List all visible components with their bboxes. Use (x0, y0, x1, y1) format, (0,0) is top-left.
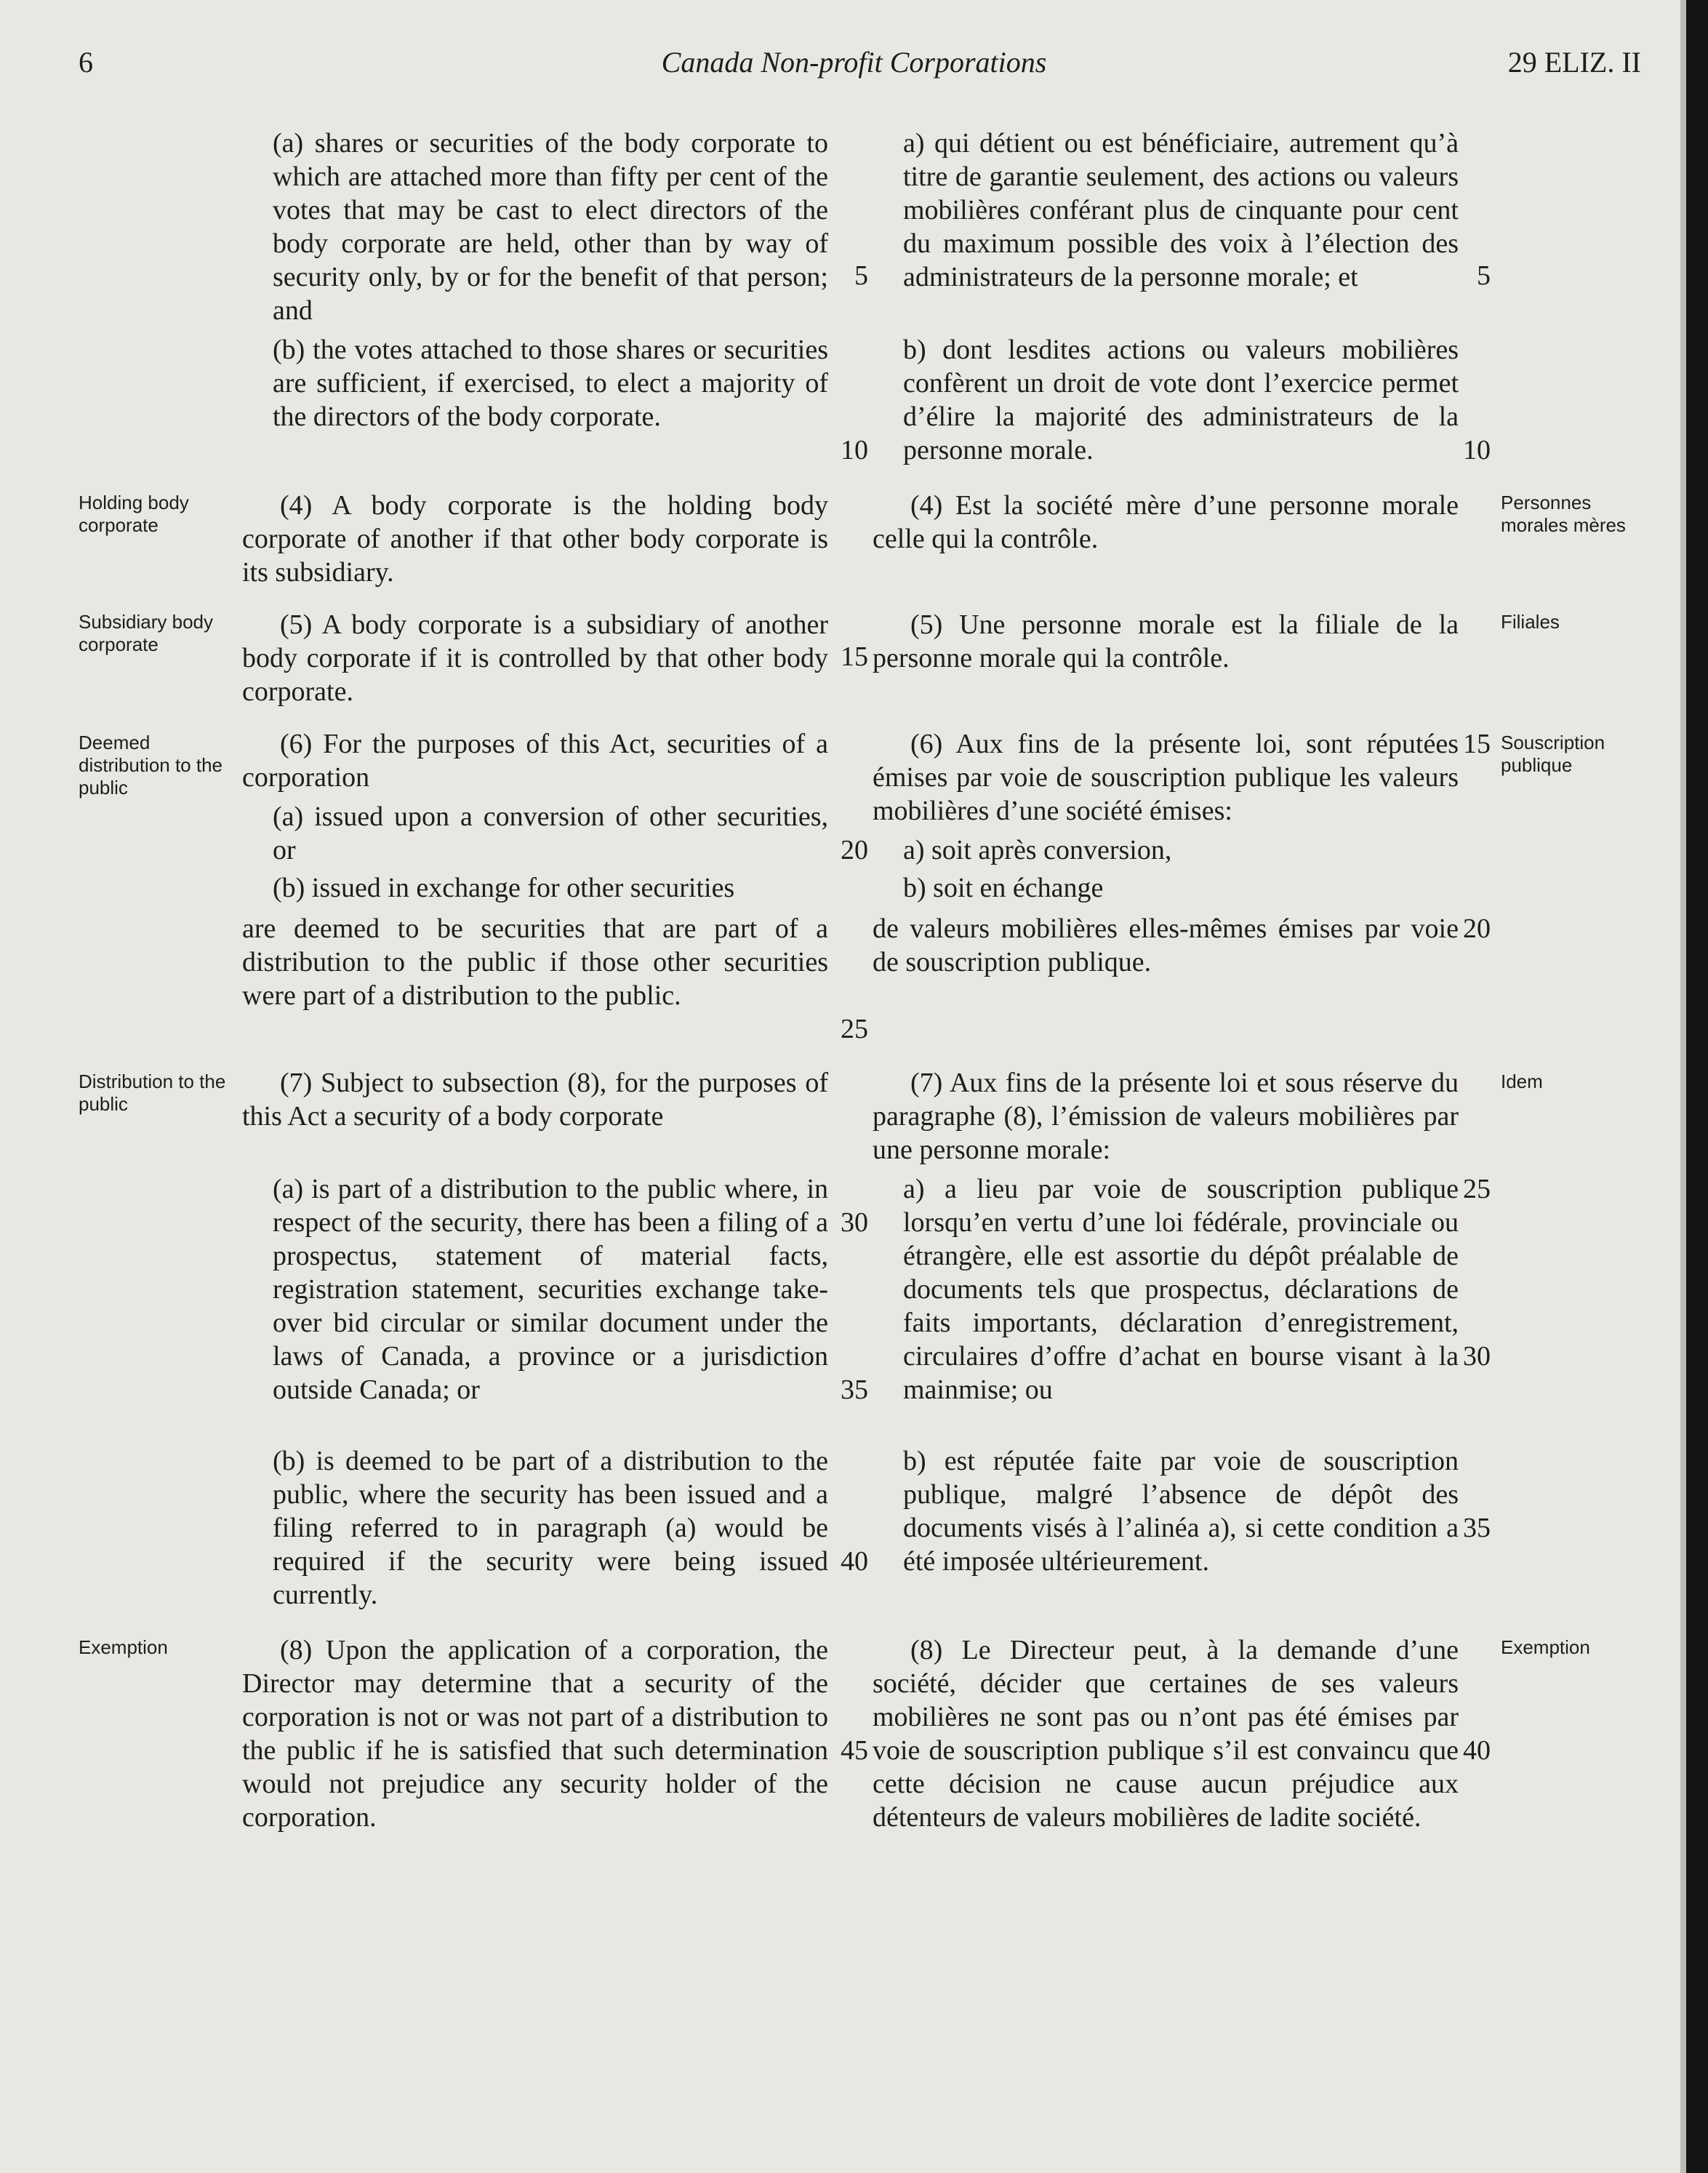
en-para-7a: (a) is part of a distribution to the public where, in respect of the security, there has been a filing of a prospectus, statement of material facts, registration statement, securities exchange take-over bid circular or similar document under the laws of Canada, a province or a jurisdiction outside Canada; or (273, 1174, 828, 1405)
line-number-fr: 10 (1463, 435, 1491, 465)
en-para-a-control: (a) shares or securities of the body corporate to which are attached more than fifty per cent of the votes that may be cast to elect directors of the body corporate are held, other than by way of security only, by or for the benefit of that person; and (273, 128, 828, 326)
line-number-fr: 40 (1463, 1735, 1491, 1766)
margin-note-souscription-publique: Souscription publique (1501, 732, 1605, 776)
fr-para-6a: a) soit après conversion, (903, 835, 1172, 865)
margin-note-subsidiary-body-corporate: Subsidiary body corporate (79, 611, 213, 655)
fr-para-b-droit-de-vote: b) dont lesdites actions ou valeurs mobilières confèrent un droit de vote dont l’exercice permet d’élire la majorité des administrateurs de la personne morale. (903, 335, 1459, 465)
line-number-en: 25 (841, 1014, 868, 1044)
fr-subsection-7: (7) Aux fins de la présente loi et sous réserve du paragraphe (8), l’émission de valeurs mobilières par une personne morale: (873, 1068, 1459, 1165)
en-para-b-votes: (b) the votes attached to those shares or securities are sufficient, if exercised, to elect a majority of the directors of the body corporate. (273, 335, 828, 432)
line-number-en: 20 (841, 835, 868, 865)
margin-note-idem: Idem (1501, 1071, 1543, 1092)
line-number-en: 40 (841, 1546, 868, 1577)
en-subsection-7: (7) Subject to subsection (8), for the purposes of this Act a security of a body corporate (242, 1068, 828, 1132)
margin-note-filiales: Filiales (1501, 611, 1560, 633)
margin-note-deemed-distribution: Deemed distribution to the public (79, 732, 223, 799)
en-subsection-4: (4) A body corporate is the holding body corporate of another if that other body corporate is its subsidiary. (242, 490, 828, 588)
en-subsection-5: (5) A body corporate is a subsidiary of another body corporate if it is controlled by that other body corporate. (242, 609, 828, 707)
running-title: Canada Non-profit Corporations (661, 46, 1047, 79)
fr-subsection-6: (6) Aux fins de la présente loi, sont réputées émises par voie de souscription publique les valeurs mobilières d’une société émises: (873, 729, 1459, 826)
en-subsection-8: (8) Upon the application of a corporation, the Director may determine that a security of the corporation is not or was not part of a distribution to the public if he is satisfied that such determination would not prejudice any security holder of the corporation. (242, 1635, 828, 1833)
line-number-fr: 5 (1477, 260, 1491, 291)
en-para-7b: (b) is deemed to be part of a distribution to the public, where the security has been issued and a filing referred to in paragraph (a) would be required if the security were being issued currently. (273, 1446, 828, 1610)
margin-note-holding-body-corporate: Holding body corporate (79, 492, 189, 536)
line-number-en: 10 (841, 435, 868, 465)
en-para-6b: (b) issued in exchange for other securities (273, 873, 735, 903)
page-edge-shadow (1680, 0, 1686, 2173)
line-number-en: 45 (841, 1735, 868, 1766)
line-number-fr: 35 (1463, 1513, 1491, 1543)
en-subsection-6: (6) For the purposes of this Act, securities of a corporation (242, 729, 828, 793)
line-number-fr: 25 (1463, 1174, 1491, 1204)
margin-note-distribution-to-public: Distribution to the public (79, 1071, 226, 1115)
line-number-en: 5 (854, 260, 868, 291)
page-number: 6 (79, 46, 93, 79)
margin-note-exemption-fr: Exemption (1501, 1636, 1590, 1658)
line-number-fr: 30 (1463, 1341, 1491, 1372)
fr-para-7a: a) a lieu par voie de souscription publique lorsqu’en vertu d’une loi fédérale, provinciale ou étrangère, elle est assortie du dépôt préalable de documents tels que prospectus, déclarations de faits importants, déclaration d’enregistrement, circulaires d’offre d’achat en bourse visant à la mainmise; ou (903, 1174, 1459, 1405)
line-number-fr: 15 (1463, 729, 1491, 759)
en-para-6-tail: are deemed to be securities that are part of a distribution to the public if those other securities were part of a distribution to the public. (242, 913, 828, 1011)
fr-subsection-4: (4) Est la société mère d’une personne morale celle qui la contrôle. (873, 490, 1459, 554)
fr-subsection-5: (5) Une personne morale est la filiale de la personne morale qui la contrôle. (873, 609, 1459, 673)
fr-subsection-8: (8) Le Directeur peut, à la demande d’une société, décider que certaines de ses valeurs mobilières ne sont pas ou n’ont pas été émises par voie de souscription publique s’il est convaincu que cette décision ne cause aucun préjudice aux détenteurs de valeurs mobilières de ladite société. (873, 1635, 1459, 1833)
margin-note-exemption: Exemption (79, 1636, 168, 1658)
margin-note-personnes-morales-meres: Personnes morales mères (1501, 492, 1626, 536)
line-number-en: 30 (841, 1207, 868, 1238)
fr-para-a-detient: a) qui détient ou est bénéficiaire, autrement qu’à titre de garantie seulement, des actions ou valeurs mobilières conférant plus de cinquante pour cent du maximum possible des voix à l’élection des administrateurs de la personne morale; et (903, 128, 1459, 292)
fr-para-6b: b) soit en échange (903, 873, 1104, 903)
line-number-en: 35 (841, 1374, 868, 1405)
fr-para-6-tail: de valeurs mobilières elles-mêmes émises par voie de souscription publique. (873, 913, 1459, 977)
line-number-fr: 20 (1463, 913, 1491, 944)
line-number-en: 15 (841, 641, 868, 672)
fr-para-7b: b) est réputée faite par voie de souscription publique, malgré l’absence de dépôt des documents visés à l’alinéa a), si cette condition a été imposée ultérieurement. (903, 1446, 1459, 1577)
regnal-year: 29 ELIZ. II (1507, 46, 1641, 79)
page-edge (1686, 0, 1708, 2173)
en-para-6a: (a) issued upon a conversion of other securities, or (273, 801, 828, 865)
